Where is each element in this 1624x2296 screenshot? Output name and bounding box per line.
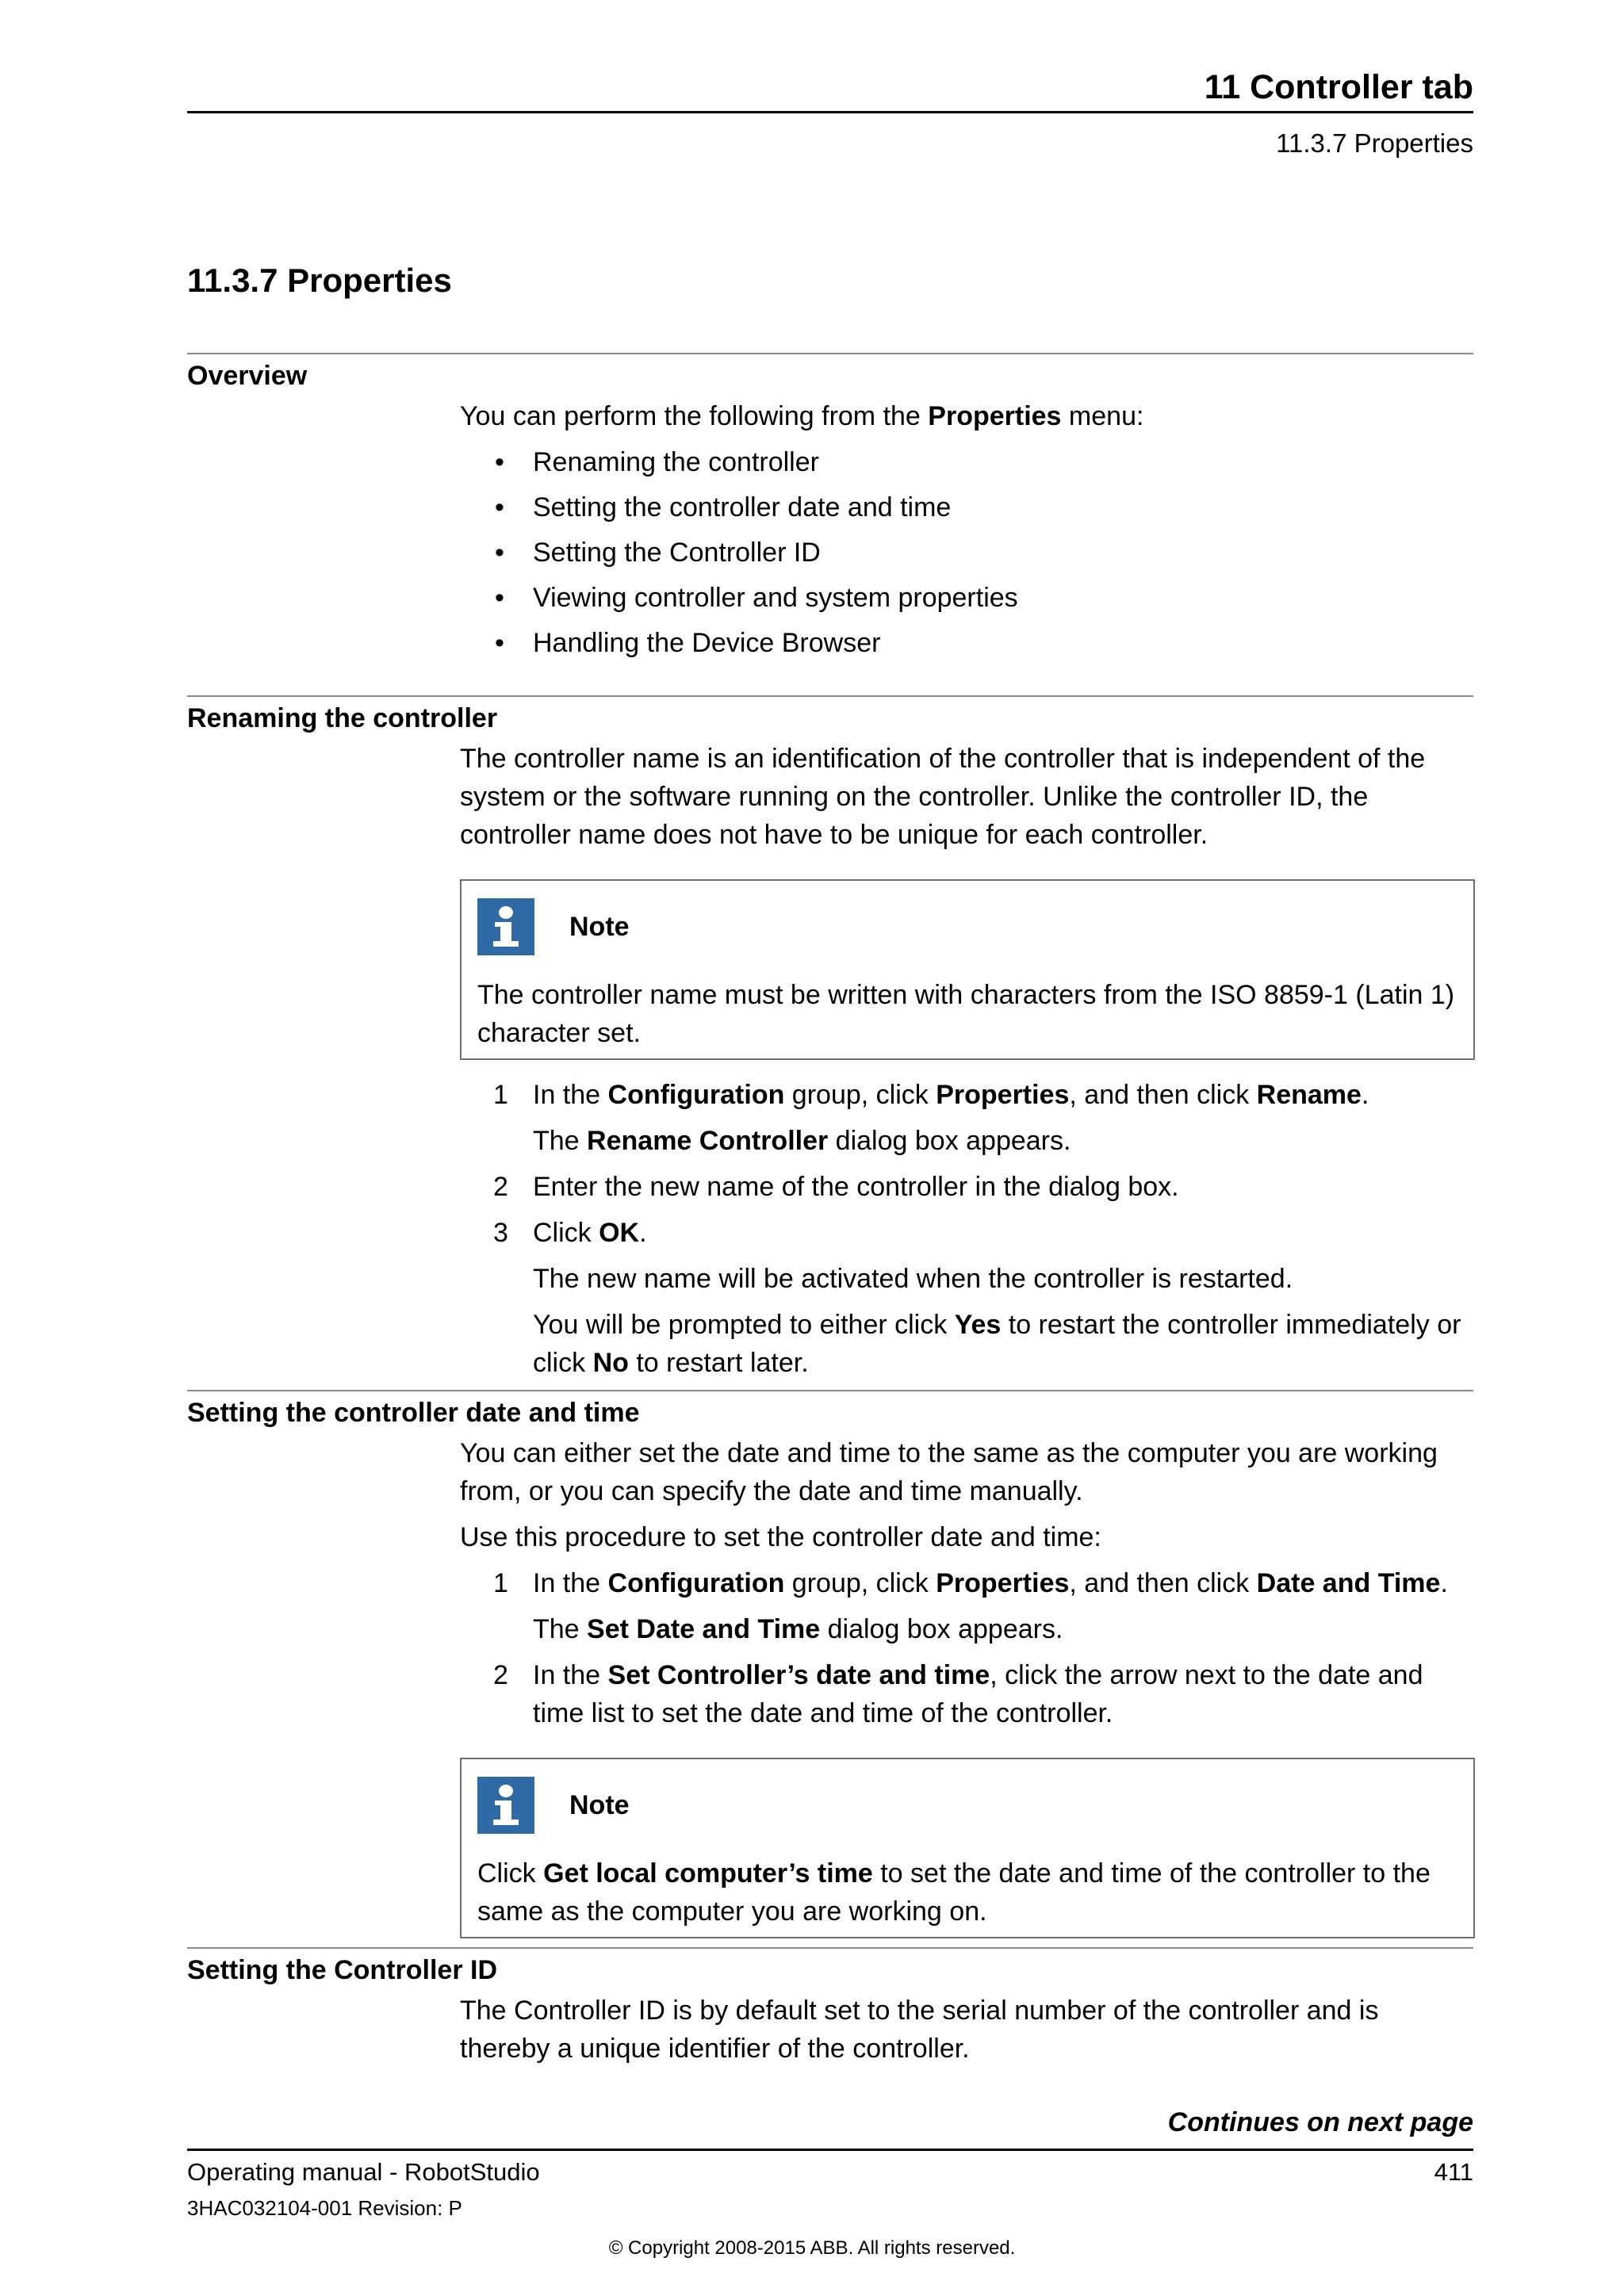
step-result: The Rename Controller dialog box appears. xyxy=(533,1126,1071,1156)
overview-body xyxy=(460,397,1475,669)
section-rule xyxy=(187,695,1473,697)
renaming-steps xyxy=(460,1076,1475,1382)
overview-heading: Overview xyxy=(187,361,308,391)
step-item: 2 Enter the new name of the controller in the dialog box. xyxy=(493,1172,1179,1202)
info-icon xyxy=(477,1777,534,1834)
page-number: 411 xyxy=(1434,2158,1473,2186)
copyright: © Copyright 2008-2015 ABB. All rights reserved. xyxy=(608,2237,1016,2259)
note-text: Click Get local computer’s time to set the date and time of the controller to the same as the computer you are working on. xyxy=(477,1858,1431,1927)
step-result: You will be prompted to either click Yes to restart the controller immediately or click No to restart later. xyxy=(533,1310,1461,1378)
list-item: • Renaming the controller xyxy=(495,447,819,477)
section-rule xyxy=(187,1390,1473,1391)
datetime-paragraph: You can either set the date and time to the same as the computer you are working from, or you can specify the date and time manually. xyxy=(460,1438,1438,1506)
datetime-paragraph: Use this procedure to set the controller date and time: xyxy=(460,1522,1101,1552)
datetime-heading: Setting the controller date and time xyxy=(187,1398,640,1428)
note-box xyxy=(460,879,1475,1060)
note-title: Note xyxy=(569,912,630,942)
step-item: 1 In the Configuration group, click Properties, and then click Date and Time. The Set Date and Time dialog box appears. xyxy=(460,1564,1475,1648)
header-rule xyxy=(187,111,1473,113)
overview-intro: You can perform the following from the Properties menu: xyxy=(460,401,1144,431)
note-header xyxy=(477,895,1459,959)
continues-note: Continues on next page xyxy=(1167,2107,1473,2137)
footer-manual-title: Operating manual - RobotStudio xyxy=(187,2158,540,2186)
datetime-body xyxy=(460,1434,1475,1954)
list-item: • Setting the controller date and time xyxy=(495,492,952,522)
step-item: 1 In the Configuration group, click Properties, and then click Rename. The Rename Controller dialog box appears. xyxy=(460,1076,1475,1160)
controller-id-heading: Setting the Controller ID xyxy=(187,1955,497,1985)
running-header-section: 11.3.7 Properties xyxy=(1276,128,1473,158)
running-header-chapter: 11 Controller tab xyxy=(1204,68,1473,106)
section-rule xyxy=(187,1947,1473,1949)
renaming-body xyxy=(460,740,1475,1390)
controller-id-body xyxy=(460,1992,1475,2076)
note-box xyxy=(460,1758,1475,1938)
footer-rule xyxy=(187,2149,1473,2151)
controller-id-paragraph: The Controller ID is by default set to the serial number of the controller and is thereby a unique identifier of the controller. xyxy=(460,1996,1379,2064)
step-result: The new name will be activated when the controller is restarted. xyxy=(533,1264,1293,1294)
list-item: • Setting the Controller ID xyxy=(495,538,821,568)
list-item: • Handling the Device Browser xyxy=(495,628,881,658)
section-rule xyxy=(187,353,1473,354)
document-id: 3HAC032104-001 Revision: P xyxy=(187,2196,462,2220)
renaming-paragraph: The controller name is an identification of the controller that is independent of the system or the software running on the controller. Unlike the controller ID, the controller name does not have to be unique for each controller. xyxy=(460,744,1426,850)
renaming-heading: Renaming the controller xyxy=(187,703,498,733)
datetime-steps xyxy=(460,1564,1475,1732)
overview-list xyxy=(460,443,1475,662)
note-text: The controller name must be written with characters from the ISO 8859-1 (Latin 1) character set. xyxy=(477,980,1455,1048)
note-title: Note xyxy=(569,1790,630,1820)
step-result: The Set Date and Time dialog box appears. xyxy=(533,1614,1063,1644)
info-icon xyxy=(477,898,534,955)
list-item: • Viewing controller and system properties xyxy=(495,583,1018,613)
step-item: 3 Click OK. The new name will be activated when the controller is restarted. You will be prompted to either click Yes to restart the controller immediately or click No to restart later. xyxy=(460,1214,1475,1382)
note-header xyxy=(477,1774,1459,1837)
step-item: 2 In the Set Controller’s date and time, click the arrow next to the date and time list to set the date and time of the controller. xyxy=(493,1660,1423,1728)
page-title: 11.3.7 Properties xyxy=(187,262,452,299)
